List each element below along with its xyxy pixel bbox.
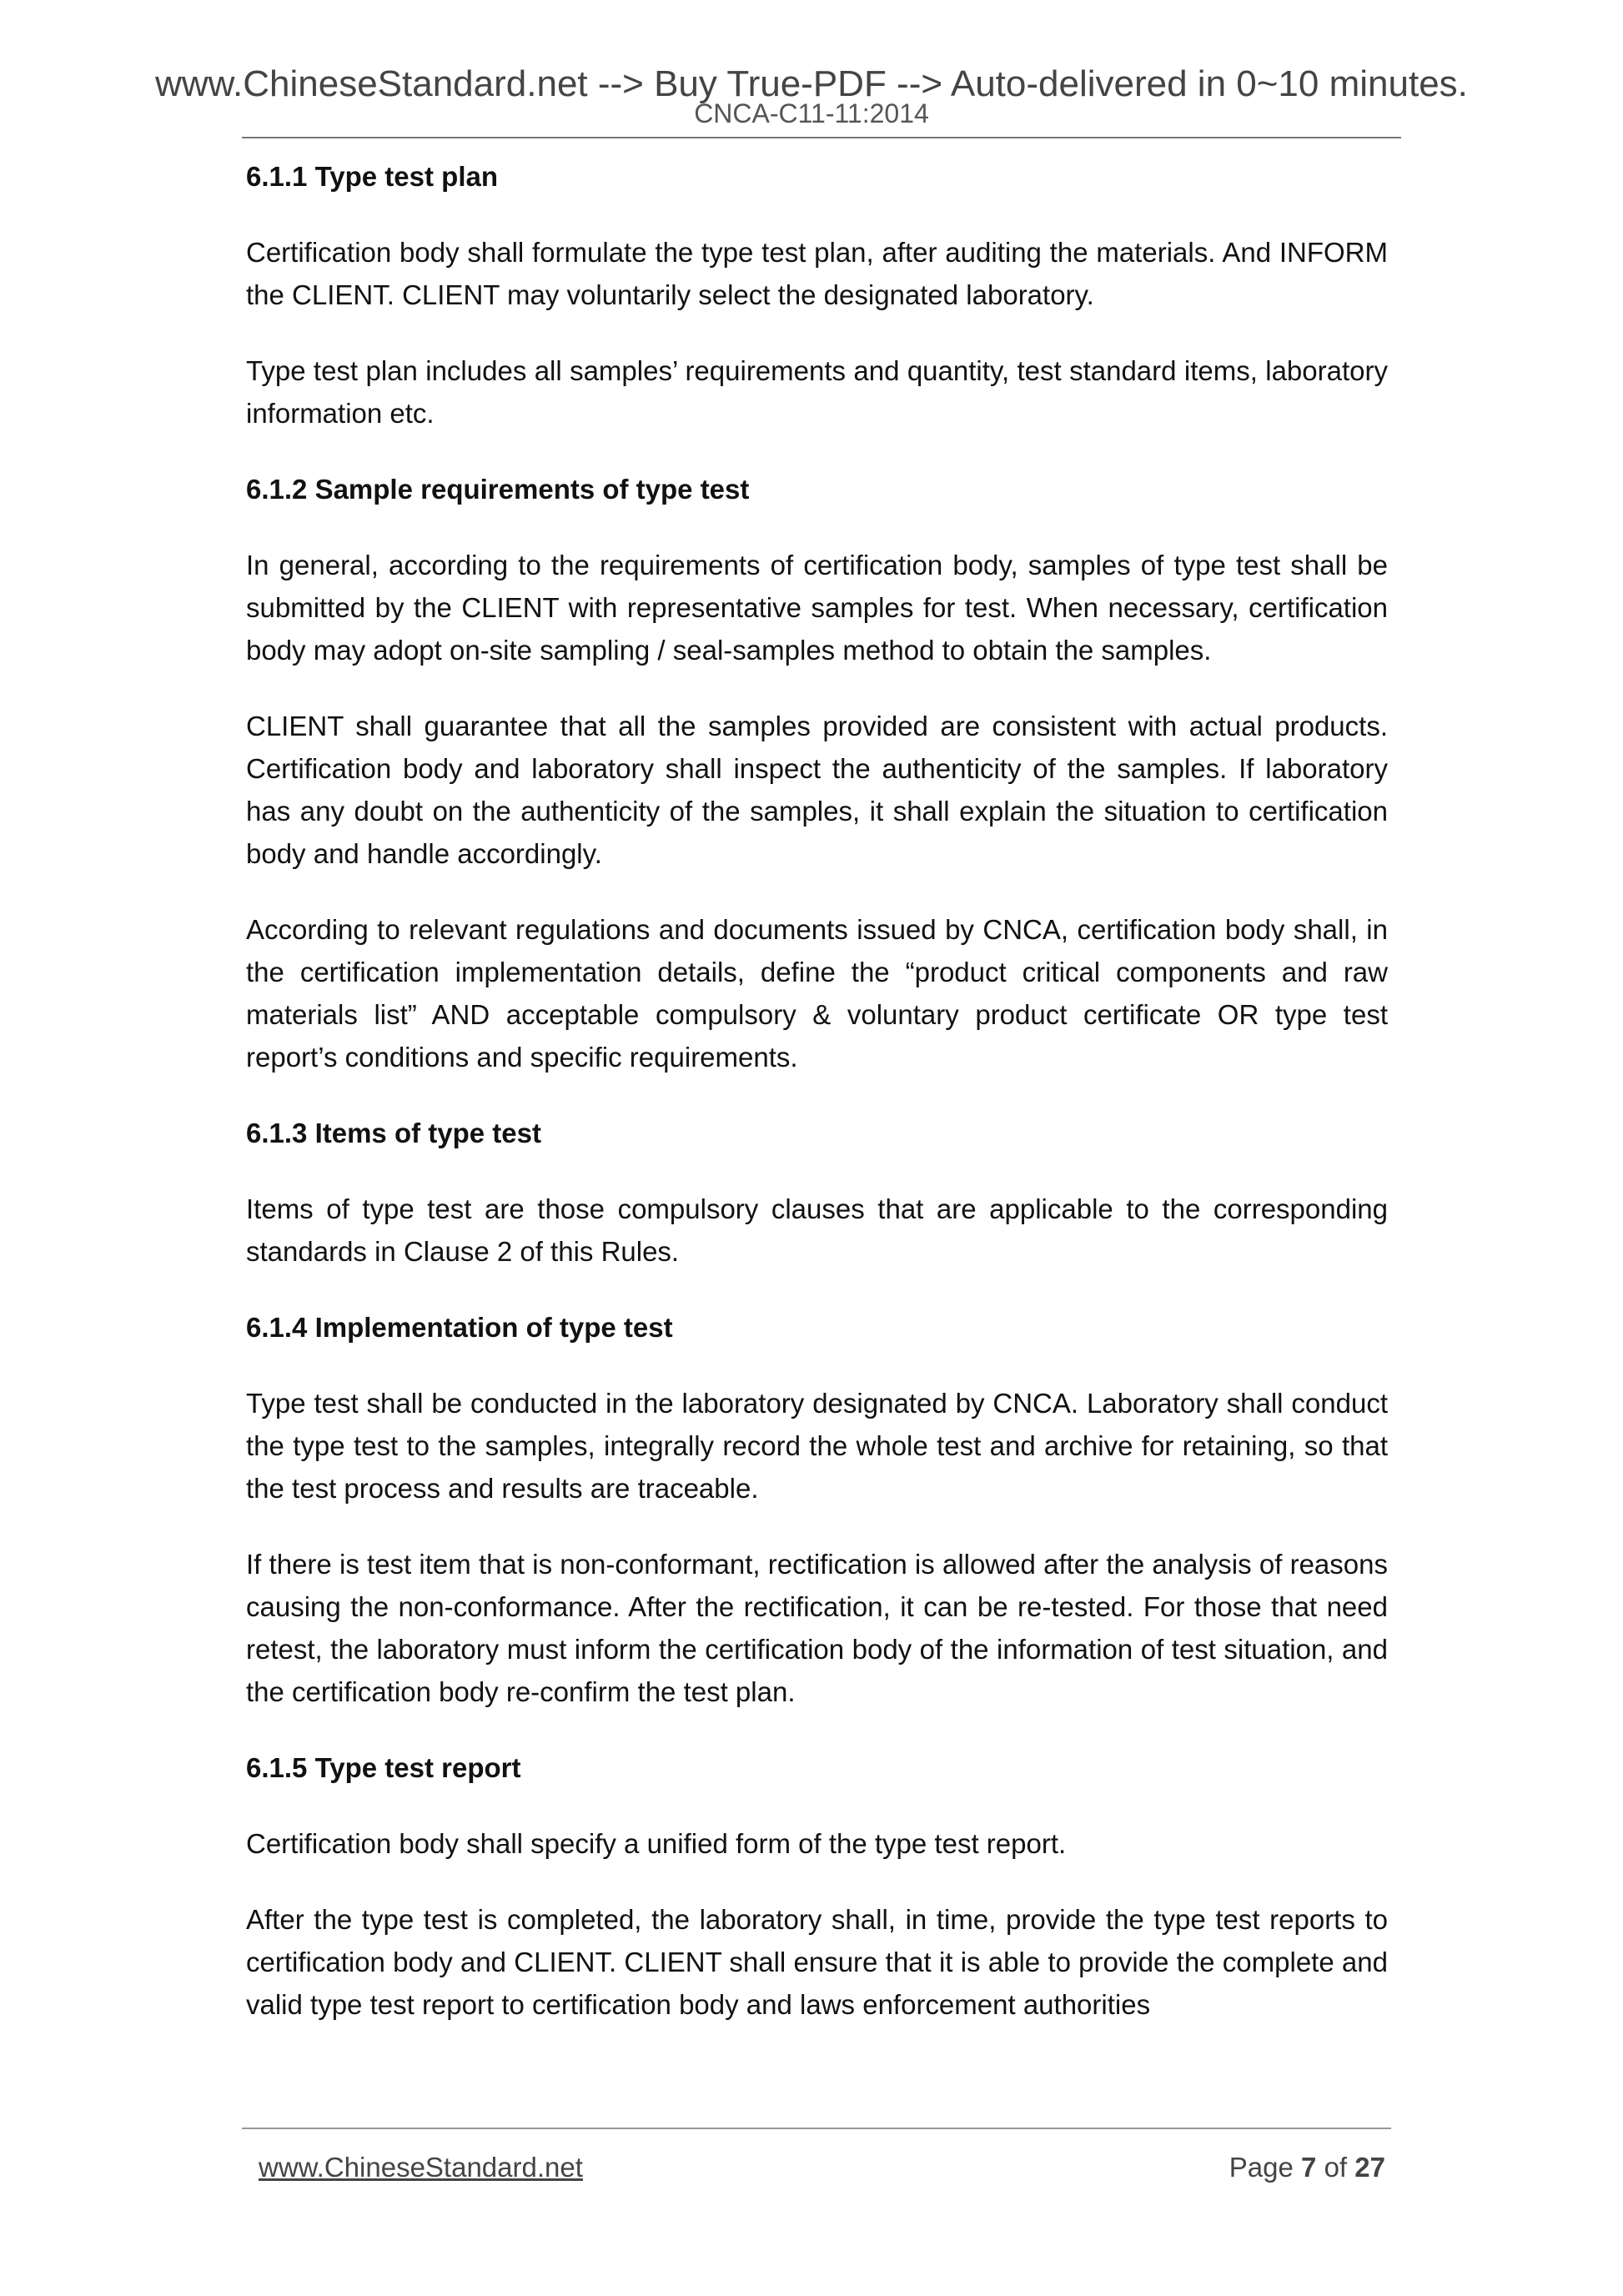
footer-divider xyxy=(242,2128,1391,2129)
document-code: CNCA-C11-11:2014 xyxy=(694,98,929,128)
section-heading: 6.1.4 Implementation of type test xyxy=(246,1312,673,1343)
paragraph: Type test shall be conducted in the laboratory designated by CNCA. Laboratory shall conduct the type test to the samples, integrally record the whole test and archive for retaining, so that the test process and results are traceable. xyxy=(246,1388,1388,1504)
section-heading: 6.1.5 Type test report xyxy=(246,1752,521,1783)
page-number xyxy=(1229,2152,1385,2183)
page-label: Page xyxy=(1229,2152,1294,2183)
page-of-label: of xyxy=(1324,2152,1348,2183)
paragraph: Items of type test are those compulsory clauses that are applicable to the corresponding standards in Clause 2 of this Rules. xyxy=(246,1193,1388,1267)
paragraph: If there is test item that is non-conformant, rectification is allowed after the analysis of reasons causing the non-conformance. After the rectification, it can be re-tested. For those that need retest, the laboratory must inform the certification body of the information of test situation, and the certification body re-confirm the test plan. xyxy=(246,1549,1388,1707)
header-banner: www.ChineseStandard.net --> Buy True-PDF --> Auto-delivered in 0~10 minutes. xyxy=(155,63,1468,104)
footer-website-link[interactable]: www.ChineseStandard.net xyxy=(259,2152,583,2183)
paragraph: In general, according to the requirements of certification body, samples of type test shall be submitted by the CLIENT with representative samples for test. When necessary, certification body may adopt on-site sampling / seal-samples method to obtain the samples. xyxy=(246,550,1388,666)
paragraph: Certification body shall formulate the type test plan, after auditing the materials. And INFORM the CLIENT. CLIENT may voluntarily select the designated laboratory. xyxy=(246,237,1388,310)
paragraph: CLIENT shall guarantee that all the samples provided are consistent with actual products. Certification body and laboratory shall inspect the authenticity of the samples. If laboratory has any doubt on the authenticity of the samples, it shall explain the situation to certification body and handle accordingly. xyxy=(246,711,1388,869)
section-heading: 6.1.3 Items of type test xyxy=(246,1118,541,1148)
header-divider xyxy=(242,137,1401,138)
paragraph: After the type test is completed, the laboratory shall, in time, provide the type test reports to certification body and CLIENT. CLIENT shall ensure that it is able to provide the complete and valid type test report to certification body and laws enforcement authorities xyxy=(246,1904,1388,2020)
paragraph: Type test plan includes all samples’ requirements and quantity, test standard items, laboratory information etc. xyxy=(246,355,1388,429)
current-page: 7 xyxy=(1301,2152,1317,2183)
section-heading: 6.1.2 Sample requirements of type test xyxy=(246,474,750,505)
section-heading: 6.1.1 Type test plan xyxy=(246,161,498,192)
total-pages: 27 xyxy=(1354,2152,1385,2183)
document-body xyxy=(246,155,1388,2059)
paragraph: Certification body shall specify a unified form of the type test report. xyxy=(246,1828,1067,1859)
paragraph: According to relevant regulations and documents issued by CNCA, certification body shall, in the certification implementation details, define the “product critical components and raw materials list” AND acceptable compulsory & voluntary product certificate OR type test report’s conditions and specific requirements. xyxy=(246,914,1388,1073)
